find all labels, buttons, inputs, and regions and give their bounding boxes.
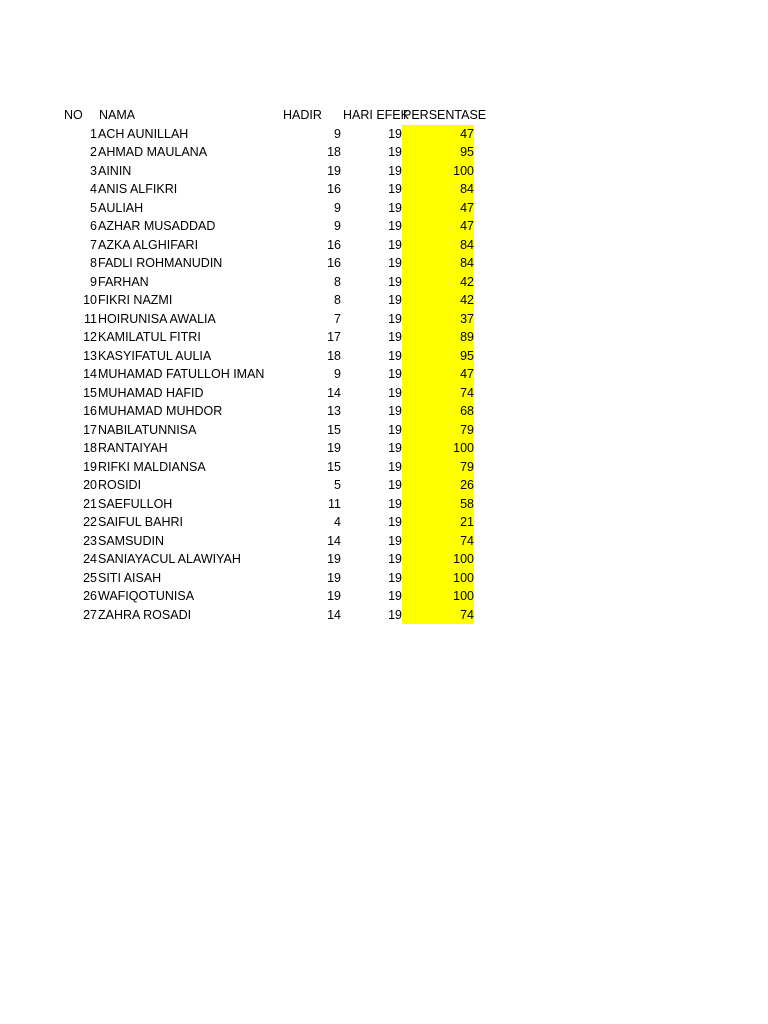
cell-no: 25 — [83, 570, 97, 585]
cell-persentase: 26 — [460, 478, 474, 492]
cell-hadir: 15 — [327, 422, 341, 437]
cell-nama: NABILATUNNISA — [98, 422, 197, 437]
cell-no: 5 — [90, 200, 97, 215]
cell-hadir: 4 — [334, 515, 341, 529]
cell-hadir: 19 — [327, 441, 341, 455]
cell-hari-efektif: 19 — [388, 330, 402, 344]
cell-persentase: 100 — [453, 589, 474, 603]
cell-hari-efektif: 19 — [388, 533, 402, 548]
cell-hari-efektif: 19 — [388, 200, 402, 215]
cell-no: 23 — [83, 533, 97, 548]
cell-hadir: 19 — [327, 589, 341, 603]
cell-nama: ANIS ALFIKRI — [98, 182, 178, 196]
cell-nama: KAMILATUL FITRI — [98, 330, 201, 344]
cell-hari-efektif: 19 — [388, 367, 402, 381]
cell-persentase: 100 — [453, 552, 474, 566]
cell-no: 14 — [83, 367, 97, 381]
cell-hari-efektif: 19 — [388, 459, 402, 474]
cell-nama: RANTAIYAH — [98, 441, 168, 455]
cell-persentase: 74 — [460, 385, 474, 400]
cell-hadir: 14 — [327, 385, 341, 400]
cell-nama: FIKRI NAZMI — [98, 293, 173, 307]
cell-hari-efektif: 19 — [388, 570, 402, 585]
cell-nama: SANIAYACUL ALAWIYAH — [98, 552, 241, 566]
cell-nama: FARHAN — [98, 274, 149, 289]
header-no: NO — [64, 108, 83, 122]
cell-persentase: 68 — [460, 404, 474, 418]
cell-hadir: 8 — [334, 274, 341, 289]
cell-hadir: 14 — [327, 607, 341, 622]
cell-no: 26 — [83, 589, 97, 603]
cell-no: 24 — [83, 552, 97, 566]
cell-persentase: 58 — [460, 496, 474, 511]
header-nama: NAMA — [99, 108, 136, 122]
cell-nama: MUHAMAD MUHDOR — [98, 404, 223, 418]
cell-no: 12 — [83, 330, 97, 344]
cell-nama: HOIRUNISA AWALIA — [98, 311, 216, 326]
cell-persentase: 84 — [460, 256, 474, 270]
cell-persentase: 47 — [460, 367, 474, 381]
cell-hadir: 14 — [327, 533, 341, 548]
cell-no: 17 — [83, 422, 97, 437]
cell-persentase: 84 — [460, 237, 474, 252]
header-hari-efektif: HARI EFEK — [343, 108, 409, 122]
cell-persentase: 100 — [453, 441, 474, 455]
cell-persentase: 74 — [460, 533, 474, 548]
cell-nama: ROSIDI — [98, 478, 142, 492]
cell-hari-efektif: 19 — [388, 515, 402, 529]
cell-no: 13 — [83, 348, 97, 363]
cell-no: 8 — [90, 256, 97, 270]
cell-hari-efektif: 19 — [388, 126, 402, 141]
cell-persentase: 47 — [460, 219, 474, 233]
cell-hadir: 19 — [327, 163, 341, 178]
cell-nama: SAEFULLOH — [98, 496, 173, 511]
cell-hari-efektif: 19 — [388, 478, 402, 492]
header-persentase: PERSENTASE — [403, 108, 487, 122]
header-hadir: HADIR — [283, 108, 322, 122]
cell-hari-efektif: 19 — [388, 496, 402, 511]
cell-persentase: 100 — [453, 570, 474, 585]
cell-hari-efektif: 19 — [388, 404, 402, 418]
cell-persentase: 74 — [460, 607, 474, 622]
cell-hari-efektif: 19 — [388, 274, 402, 289]
cell-persentase: 89 — [460, 330, 474, 344]
cell-persentase: 47 — [460, 200, 474, 215]
cell-hadir: 13 — [327, 404, 341, 418]
cell-nama: WAFIQOTUNISA — [98, 589, 195, 603]
cell-persentase: 42 — [460, 274, 474, 289]
cell-no: 18 — [83, 441, 97, 455]
cell-hari-efektif: 19 — [388, 163, 402, 178]
cell-hadir: 17 — [327, 330, 341, 344]
cell-nama: AULIAH — [98, 200, 144, 215]
cell-no: 20 — [83, 478, 97, 492]
cell-nama: AHMAD MAULANA — [98, 145, 208, 159]
cell-hari-efektif: 19 — [388, 256, 402, 270]
cell-persentase: 79 — [460, 459, 474, 474]
cell-hadir: 19 — [327, 570, 341, 585]
cell-no: 4 — [90, 182, 97, 196]
cell-persentase: 37 — [460, 311, 474, 326]
cell-hari-efektif: 19 — [388, 237, 402, 252]
cell-hadir: 9 — [334, 219, 341, 233]
cell-persentase: 42 — [460, 293, 474, 307]
cell-nama: KASYIFATUL AULIA — [98, 348, 212, 363]
cell-no: 27 — [83, 607, 97, 622]
cell-no: 19 — [83, 459, 97, 474]
cell-hari-efektif: 19 — [388, 348, 402, 363]
cell-hadir: 16 — [327, 256, 341, 270]
cell-no: 15 — [83, 385, 97, 400]
cell-hari-efektif: 19 — [388, 145, 402, 159]
cell-persentase: 84 — [460, 182, 474, 196]
cell-no: 16 — [83, 404, 97, 418]
cell-hadir: 7 — [334, 311, 341, 326]
cell-nama: SITI AISAH — [98, 570, 162, 585]
cell-no: 10 — [83, 293, 97, 307]
cell-hadir: 9 — [334, 367, 341, 381]
cell-persentase: 47 — [460, 126, 474, 141]
cell-no: 22 — [83, 515, 97, 529]
cell-nama: FADLI ROHMANUDIN — [98, 256, 223, 270]
cell-hadir: 5 — [334, 478, 341, 492]
cell-persentase: 79 — [460, 422, 474, 437]
cell-nama: AZKA ALGHIFARI — [98, 237, 199, 252]
cell-nama: RIFKI MALDIANSA — [98, 459, 206, 474]
cell-hadir: 16 — [327, 182, 341, 196]
cell-no: 11 — [84, 311, 97, 326]
cell-hadir: 16 — [327, 237, 341, 252]
cell-hadir: 8 — [334, 293, 341, 307]
cell-hadir: 18 — [327, 348, 341, 363]
cell-nama: AZHAR MUSADDAD — [98, 219, 216, 233]
cell-hadir: 11 — [328, 496, 341, 511]
cell-hadir: 9 — [334, 200, 341, 215]
cell-nama: ZAHRA ROSADI — [98, 607, 192, 622]
cell-no: 7 — [90, 237, 97, 252]
cell-no: 1 — [90, 126, 97, 141]
cell-persentase: 95 — [460, 348, 474, 363]
cell-nama: MUHAMAD FATULLOH IMAN — [98, 367, 265, 381]
cell-nama: SAMSUDIN — [98, 533, 164, 548]
cell-hadir: 18 — [327, 145, 341, 159]
cell-hari-efektif: 19 — [388, 182, 402, 196]
cell-hadir: 15 — [327, 459, 341, 474]
cell-hari-efektif: 19 — [388, 552, 402, 566]
cell-hari-efektif: 19 — [388, 219, 402, 233]
cell-hari-efektif: 19 — [388, 607, 402, 622]
cell-hari-efektif: 19 — [388, 441, 402, 455]
cell-nama: ACH AUNILLAH — [98, 126, 189, 141]
cell-hari-efektif: 19 — [388, 589, 402, 603]
cell-no: 2 — [90, 145, 97, 159]
cell-persentase: 100 — [453, 163, 474, 178]
cell-nama: AININ — [98, 163, 132, 178]
cell-hadir: 19 — [327, 552, 341, 566]
cell-hari-efektif: 19 — [388, 385, 402, 400]
cell-persentase: 21 — [460, 515, 474, 529]
cell-hari-efektif: 19 — [388, 422, 402, 437]
cell-no: 21 — [83, 496, 97, 511]
cell-persentase: 95 — [460, 145, 474, 159]
cell-hari-efektif: 19 — [388, 311, 402, 326]
cell-no: 3 — [90, 163, 97, 178]
cell-no: 6 — [90, 219, 97, 233]
cell-hari-efektif: 19 — [388, 293, 402, 307]
cell-nama: MUHAMAD HAFID — [98, 385, 204, 400]
cell-nama: SAIFUL BAHRI — [98, 515, 183, 529]
cell-hadir: 9 — [334, 126, 341, 141]
cell-no: 9 — [90, 274, 97, 289]
